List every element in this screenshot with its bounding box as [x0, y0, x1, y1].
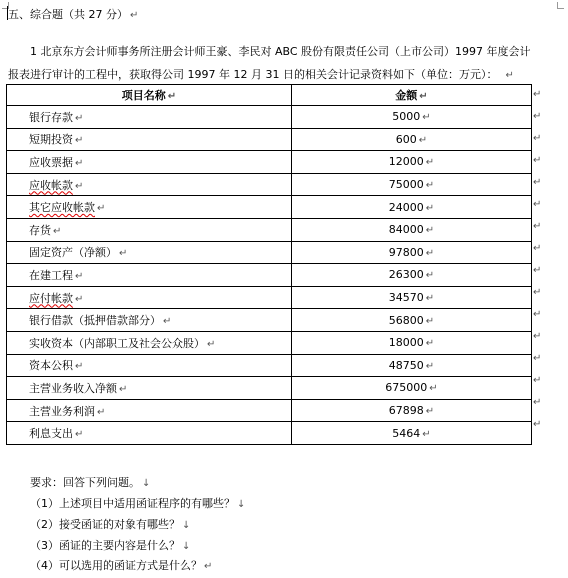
- question-line-3[interactable]: [30, 537, 190, 553]
- cell-amount[interactable]: 67898 ↵: [292, 399, 532, 422]
- section-title: 五、综合题（共 27 分）: [8, 8, 128, 21]
- table-header-row: [7, 85, 532, 106]
- question-line-4[interactable]: [30, 557, 212, 573]
- cell-amount[interactable]: 84000 ↵: [292, 218, 532, 241]
- paragraph-mark: ↵: [130, 10, 139, 21]
- cell-amount[interactable]: 12000 ↵: [292, 151, 532, 174]
- page-corner-right-mark: [557, 2, 564, 9]
- table-row: [7, 377, 532, 400]
- table-row: [7, 422, 532, 445]
- table-row: [7, 264, 532, 287]
- cell-item[interactable]: 存货 ↵: [7, 218, 292, 241]
- cell-item[interactable]: 应付帐款 ↵: [7, 286, 292, 309]
- cell-item[interactable]: 应收帐款 ↵: [7, 173, 292, 196]
- table-row: [7, 399, 532, 422]
- cell-item[interactable]: 短期投资 ↵: [7, 128, 292, 151]
- header-amount[interactable]: 金额 ↵: [292, 85, 532, 106]
- cell-amount[interactable]: 97800 ↵: [292, 241, 532, 264]
- cell-item[interactable]: 主营业务利润 ↵: [7, 399, 292, 422]
- paragraph-line-2[interactable]: [8, 66, 514, 82]
- cell-item[interactable]: 银行借款（抵押借款部分） ↵: [7, 309, 292, 332]
- paragraph-line-1[interactable]: [30, 43, 531, 59]
- paragraph-mark: ↵: [204, 561, 213, 572]
- cell-amount[interactable]: 48750 ↵: [292, 354, 532, 377]
- line-break-mark: ↓: [182, 520, 191, 531]
- records-table[interactable]: [6, 84, 532, 445]
- cell-item[interactable]: 主营业务收入净额 ↵: [7, 377, 292, 400]
- requirement-text: 要求：回答下列问题。: [30, 476, 140, 489]
- cell-item[interactable]: 应收票据 ↵: [7, 151, 292, 174]
- table-row: [7, 309, 532, 332]
- question-text-1: （1）上述项目中适用函证程序的有哪些？: [30, 497, 235, 510]
- question-text-2: （2）接受函证的对象有哪些？: [30, 518, 180, 531]
- table-row: [7, 128, 532, 151]
- paragraph-text-1: 1 北京东方会计师事务所注册会计师王豪、李民对 ABC 股份有限责任公司（上市公司）1997 年度会计: [30, 45, 531, 58]
- paragraph-text-2: 报表进行审计的工程中，获取得公司 1997 年 12 月 31 日的相关会计记录资料如下（单位：万元）：: [8, 68, 498, 81]
- paragraph-mark: ↵: [505, 70, 514, 81]
- question-line-1[interactable]: [30, 495, 245, 511]
- cell-amount[interactable]: 24000 ↵: [292, 196, 532, 219]
- cell-amount[interactable]: 26300 ↵: [292, 264, 532, 287]
- cell-item[interactable]: 银行存款 ↵: [7, 106, 292, 129]
- cell-item[interactable]: 利息支出 ↵: [7, 422, 292, 445]
- table-row: [7, 241, 532, 264]
- line-break-mark: ↓: [142, 478, 151, 489]
- table-row: [7, 331, 532, 354]
- cell-amount[interactable]: 675000 ↵: [292, 377, 532, 400]
- header-item-name[interactable]: 项目名称 ↵: [7, 85, 292, 106]
- table-row: [7, 354, 532, 377]
- section-title-line[interactable]: [8, 6, 138, 22]
- cell-amount[interactable]: 56800 ↵: [292, 309, 532, 332]
- cell-amount[interactable]: 18000 ↵: [292, 331, 532, 354]
- cell-item[interactable]: 资本公积 ↵: [7, 354, 292, 377]
- cell-amount[interactable]: 600 ↵: [292, 128, 532, 151]
- question-text-4: （4）可以选用的函证方式是什么？: [30, 559, 202, 572]
- table-row: [7, 286, 532, 309]
- cell-item[interactable]: 实收资本（内部职工及社会公众股） ↵: [7, 331, 292, 354]
- question-text-3: （3）函证的主要内容是什么？: [30, 539, 180, 552]
- table-row: [7, 196, 532, 219]
- table-row: [7, 151, 532, 174]
- cell-amount[interactable]: 5464 ↵: [292, 422, 532, 445]
- table-row: [7, 218, 532, 241]
- line-break-mark: ↓: [237, 499, 246, 510]
- line-break-mark: ↓: [182, 541, 191, 552]
- requirement-line[interactable]: [30, 474, 150, 490]
- cell-amount[interactable]: 75000 ↵: [292, 173, 532, 196]
- table-row: [7, 173, 532, 196]
- table-row: [7, 106, 532, 129]
- cell-item[interactable]: 其它应收帐款 ↵: [7, 196, 292, 219]
- cell-amount[interactable]: 5000 ↵: [292, 106, 532, 129]
- cell-amount[interactable]: 34570 ↵: [292, 286, 532, 309]
- question-line-2[interactable]: [30, 516, 190, 532]
- cell-item[interactable]: 固定资产（净额） ↵: [7, 241, 292, 264]
- cell-item[interactable]: 在建工程 ↵: [7, 264, 292, 287]
